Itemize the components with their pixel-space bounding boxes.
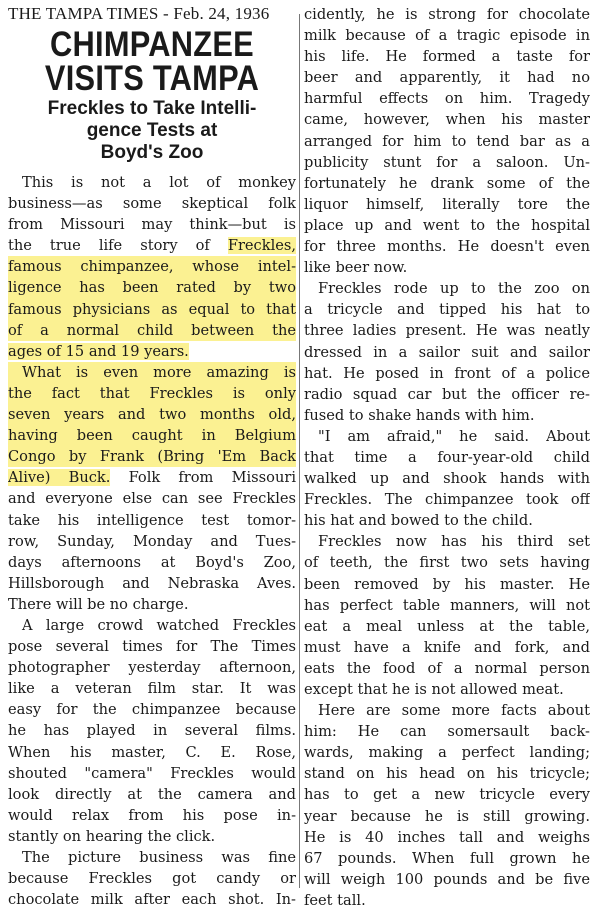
- text-line: eats the food of a normal person: [304, 659, 590, 677]
- text-line: days afternoons at Boyd's Zoo,: [8, 553, 296, 571]
- text-line: arranged for him to tend bar as a: [304, 132, 590, 150]
- highlighted-line: seven years and two months old,: [8, 404, 296, 425]
- highlighted-line: famous chimpanzee, whose intel-: [8, 256, 296, 277]
- text-line: would relax from his pose in-: [8, 806, 296, 824]
- text-line: been removed by his master. He: [304, 575, 590, 593]
- text-line: for three months. He doesn't even: [304, 238, 590, 256]
- text-line: take his intelligence test tomor-: [8, 511, 296, 529]
- text-line: When his master, C. E. Rose,: [8, 743, 296, 761]
- text-line: row, Sunday, Monday and Tues-: [8, 532, 296, 550]
- subhead-line-3: Boyd's Zoo: [100, 142, 204, 163]
- text-line: publicity stunt for a saloon. Un-: [304, 153, 590, 171]
- text-line: like beer now.: [304, 259, 408, 277]
- highlighted-line: ligence has been rated by two: [8, 277, 296, 298]
- highlighted-text: Freckles,: [227, 237, 296, 255]
- highlighted-line: of a normal child between the: [8, 320, 296, 341]
- text-line: a tricycle and tipped his hat to: [304, 301, 590, 319]
- text-line: stantly on hearing the click.: [8, 827, 216, 845]
- text-line: cidently, he is strong for chocolate: [304, 6, 590, 23]
- headline-line-1: CHIMPANZEE: [50, 25, 254, 64]
- text-line: hat. He posed in front of a police: [304, 364, 590, 382]
- subheadline: [8, 98, 296, 164]
- text-line: wards, making a perfect landing;: [304, 744, 590, 762]
- text-line: fortunately he drank some of the: [304, 174, 590, 192]
- headline: [25, 25, 278, 98]
- text-line: He is 40 inches tall and weighs: [304, 828, 590, 846]
- text-line: dressed in a sailor suit and sailor: [304, 343, 590, 361]
- text-line: stand on his head on his tricycle;: [304, 765, 590, 783]
- text-line: photographer yesterday afternoon,: [8, 659, 296, 677]
- text-line: The picture business was fine: [22, 849, 296, 866]
- text-line: Alive) Buck. Folk from Missouri: [8, 469, 296, 487]
- text-line: easy for the chimpanzee because: [8, 701, 296, 719]
- text-line: [8, 341, 296, 362]
- highlighted-line: having been caught in Belgium: [8, 425, 296, 446]
- text-line: and everyone else can see Freckles: [8, 490, 296, 508]
- text-line: he has played in several films.: [8, 722, 296, 740]
- text-line: liquor himself, literally tore the: [304, 195, 590, 213]
- text-line: Freckles now has his third set: [318, 533, 590, 551]
- article-body-left: [8, 172, 296, 910]
- text-line: business—as some skeptical folk: [8, 195, 296, 213]
- text-line: three ladies present. He was neatly: [304, 322, 590, 340]
- text-line: chocolate milk after each shot. In-: [8, 891, 296, 909]
- text-line: came, however, when his master: [304, 111, 590, 129]
- highlighted-text: ages of 15 and 19 years.: [8, 342, 189, 360]
- right-column: [304, 0, 590, 911]
- highlighted-line: What is even more amazing is: [8, 362, 296, 383]
- text-line: harmful effects on him. Tragedy: [304, 90, 590, 108]
- subhead-line-1: Freckles to Take Intelli-: [47, 98, 257, 119]
- text-line: There will be no charge.: [8, 595, 189, 613]
- highlighted-text: Alive) Buck.: [8, 469, 111, 487]
- text-line: pose several times for The Times: [8, 638, 296, 656]
- text-line: will weigh 100 pounds and be five: [304, 870, 590, 888]
- text-line: This is not a lot of monkey: [22, 174, 296, 191]
- text-line: Freckles. The chimpanzee took off: [304, 491, 590, 509]
- text-line: has perfect table manners, will not: [304, 596, 590, 614]
- text-line: Here are some more facts about: [318, 702, 590, 720]
- column-divider: [299, 14, 300, 888]
- subhead-line-2: gence Tests at: [86, 120, 218, 141]
- text-line: his hat and bowed to the child.: [304, 512, 533, 530]
- text-line: A large crowd watched Freckles: [22, 616, 296, 634]
- text-line: walked up and shook hands with: [304, 470, 590, 488]
- text-line: feet tall.: [304, 891, 366, 909]
- text-line: beer and apparently, it had no: [304, 69, 590, 87]
- text-line: Freckles rode up to the zoo on: [318, 280, 590, 298]
- text-line: Hillsborough and Nebraska Aves.: [8, 574, 296, 592]
- text-line: except that he is not allowed meat.: [304, 681, 564, 698]
- text-line: fused to shake hands with him.: [304, 406, 535, 424]
- text-line: that time a four-year-old child: [304, 448, 590, 466]
- left-column: [8, 0, 296, 910]
- text-line: milk because of a tragic episode in: [304, 27, 590, 45]
- text-line: radio squad car but the officer re-: [304, 385, 590, 403]
- text-line: look directly at the camera and: [8, 785, 296, 803]
- text-line: year because he is still growing.: [304, 807, 590, 825]
- text-line: the true life story of Freckles,: [8, 237, 296, 255]
- text-line: his life. He formed a taste for: [304, 48, 590, 66]
- highlighted-line: Congo by Frank (Bring 'Em Back: [8, 446, 296, 467]
- headline-line-2: VISITS TAMPA: [44, 59, 260, 98]
- text-line: "I am afraid," he said. About: [318, 427, 590, 445]
- text-line: eat a meal unless at the table,: [304, 617, 590, 635]
- text-line: must have a knife and fork, and: [304, 638, 590, 656]
- text-line: because Freckles got candy or: [8, 870, 296, 888]
- text-line: him: He can somersault back-: [304, 723, 590, 741]
- dateline: THE TAMPA TIMES - Feb. 24, 1936: [8, 4, 270, 23]
- article-body-right: [304, 4, 590, 911]
- text-line: has to get a new tricycle every: [304, 786, 590, 804]
- text-line: 67 pounds. When full grown he: [304, 849, 590, 867]
- text-line: from Missouri may think—but is: [8, 216, 296, 234]
- text-line: place up and went to the hospital: [304, 216, 590, 234]
- highlighted-line: the fact that Freckles is only: [8, 383, 296, 404]
- text-line: like a veteran film star. It was: [8, 680, 296, 698]
- text-line: of teeth, the first two sets having: [304, 554, 590, 572]
- highlighted-line: famous physicians as equal to that: [8, 299, 296, 320]
- text-line: shouted "camera" Freckles would: [8, 764, 296, 782]
